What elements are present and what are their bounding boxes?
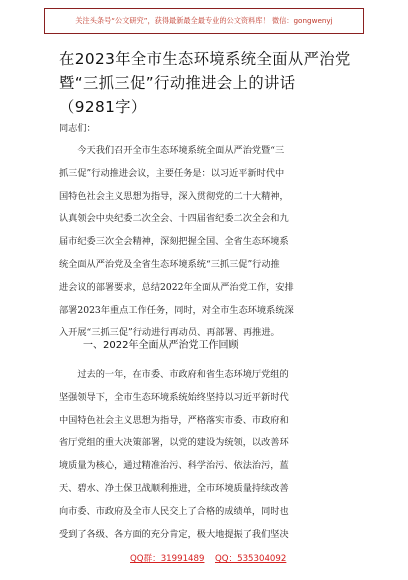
paragraph-review (59, 364, 359, 546)
title-line: 暨“三抓三促”行动推进会上的讲话 (59, 74, 296, 92)
paragraph-line: 进会议的部署要求，总结2022年全面从严治党工作，安排 (59, 281, 294, 293)
paragraph-intro (59, 140, 359, 345)
paragraph-line: 天、碧水、净土保卫战顺利推进，全市环境质量持续改善 (59, 482, 289, 494)
paragraph-line: 今天我们召开全市生态环境系统全面从严治党暨“三 (59, 145, 285, 156)
paragraph-line: 认真领会中央纪委二次全会、十四届省纪委二次全会和九 (59, 213, 289, 225)
paragraph-line: 受到了各级、各方面的充分肯定，极大地提振了我们坚决 (59, 528, 289, 540)
paragraph-line: 中国特色社会主义思想为指导，严格落实市委、市政府和 (59, 414, 289, 426)
paragraph-line: 统全面从严治党及全省生态环境系统“三抓三促”行动推 (59, 258, 280, 270)
qq-contact-link[interactable]: QQ：535304092 (215, 554, 287, 564)
paragraph-line: 届市纪委三次全会精神，深刻把握全国、全省生态环境系 (59, 236, 289, 248)
qq-group-link[interactable]: QQ群：31991489 (130, 554, 205, 564)
section-heading: 一、2022年全面从严治党工作回顾 (83, 340, 239, 351)
paragraph-line: 省厅党组的重大决策部署，以党的建设为统领，以改善环 (59, 437, 289, 449)
paragraph-line: 抓三促”行动推进会议，主要任务是：以习近平新时代中 (59, 167, 285, 179)
paragraph-line: 向市委、市政府及全市人民交上了合格的成绩单，同时也 (59, 505, 289, 517)
paragraph-line: 国特色社会主义思想为指导，深入贯彻党的二十大精神， (59, 190, 289, 202)
title-line: （9281字） (59, 98, 147, 116)
paragraph-line: 境质量为核心，通过精准治污、科学治污、依法治污，蓝 (59, 460, 289, 472)
paragraph-line: 过去的一年，在市委、市政府和省生态环境厅党组的 (59, 369, 289, 380)
header-banner-text: 关注头条号“公文研究”，获得最新最全最专业的公文资料库！ 微信：gongwenyj (75, 16, 333, 25)
paragraph-line: 入开展“三抓三促”行动进行再动员、再部署、再推进。 (59, 327, 280, 339)
document-title (59, 47, 359, 119)
title-line: 在2023年全市生态环境系统全面从严治党 (59, 50, 351, 68)
salutation-text: 同志们： (59, 123, 96, 134)
header-banner (44, 8, 364, 34)
salutation (59, 118, 359, 141)
footer (0, 548, 408, 568)
paragraph-line: 部署2023年重点工作任务，同时，对全市生态环境系统深 (59, 304, 294, 316)
paragraph-line: 坚强领导下，全市生态环境系统始终坚持以习近平新时代 (59, 391, 289, 403)
